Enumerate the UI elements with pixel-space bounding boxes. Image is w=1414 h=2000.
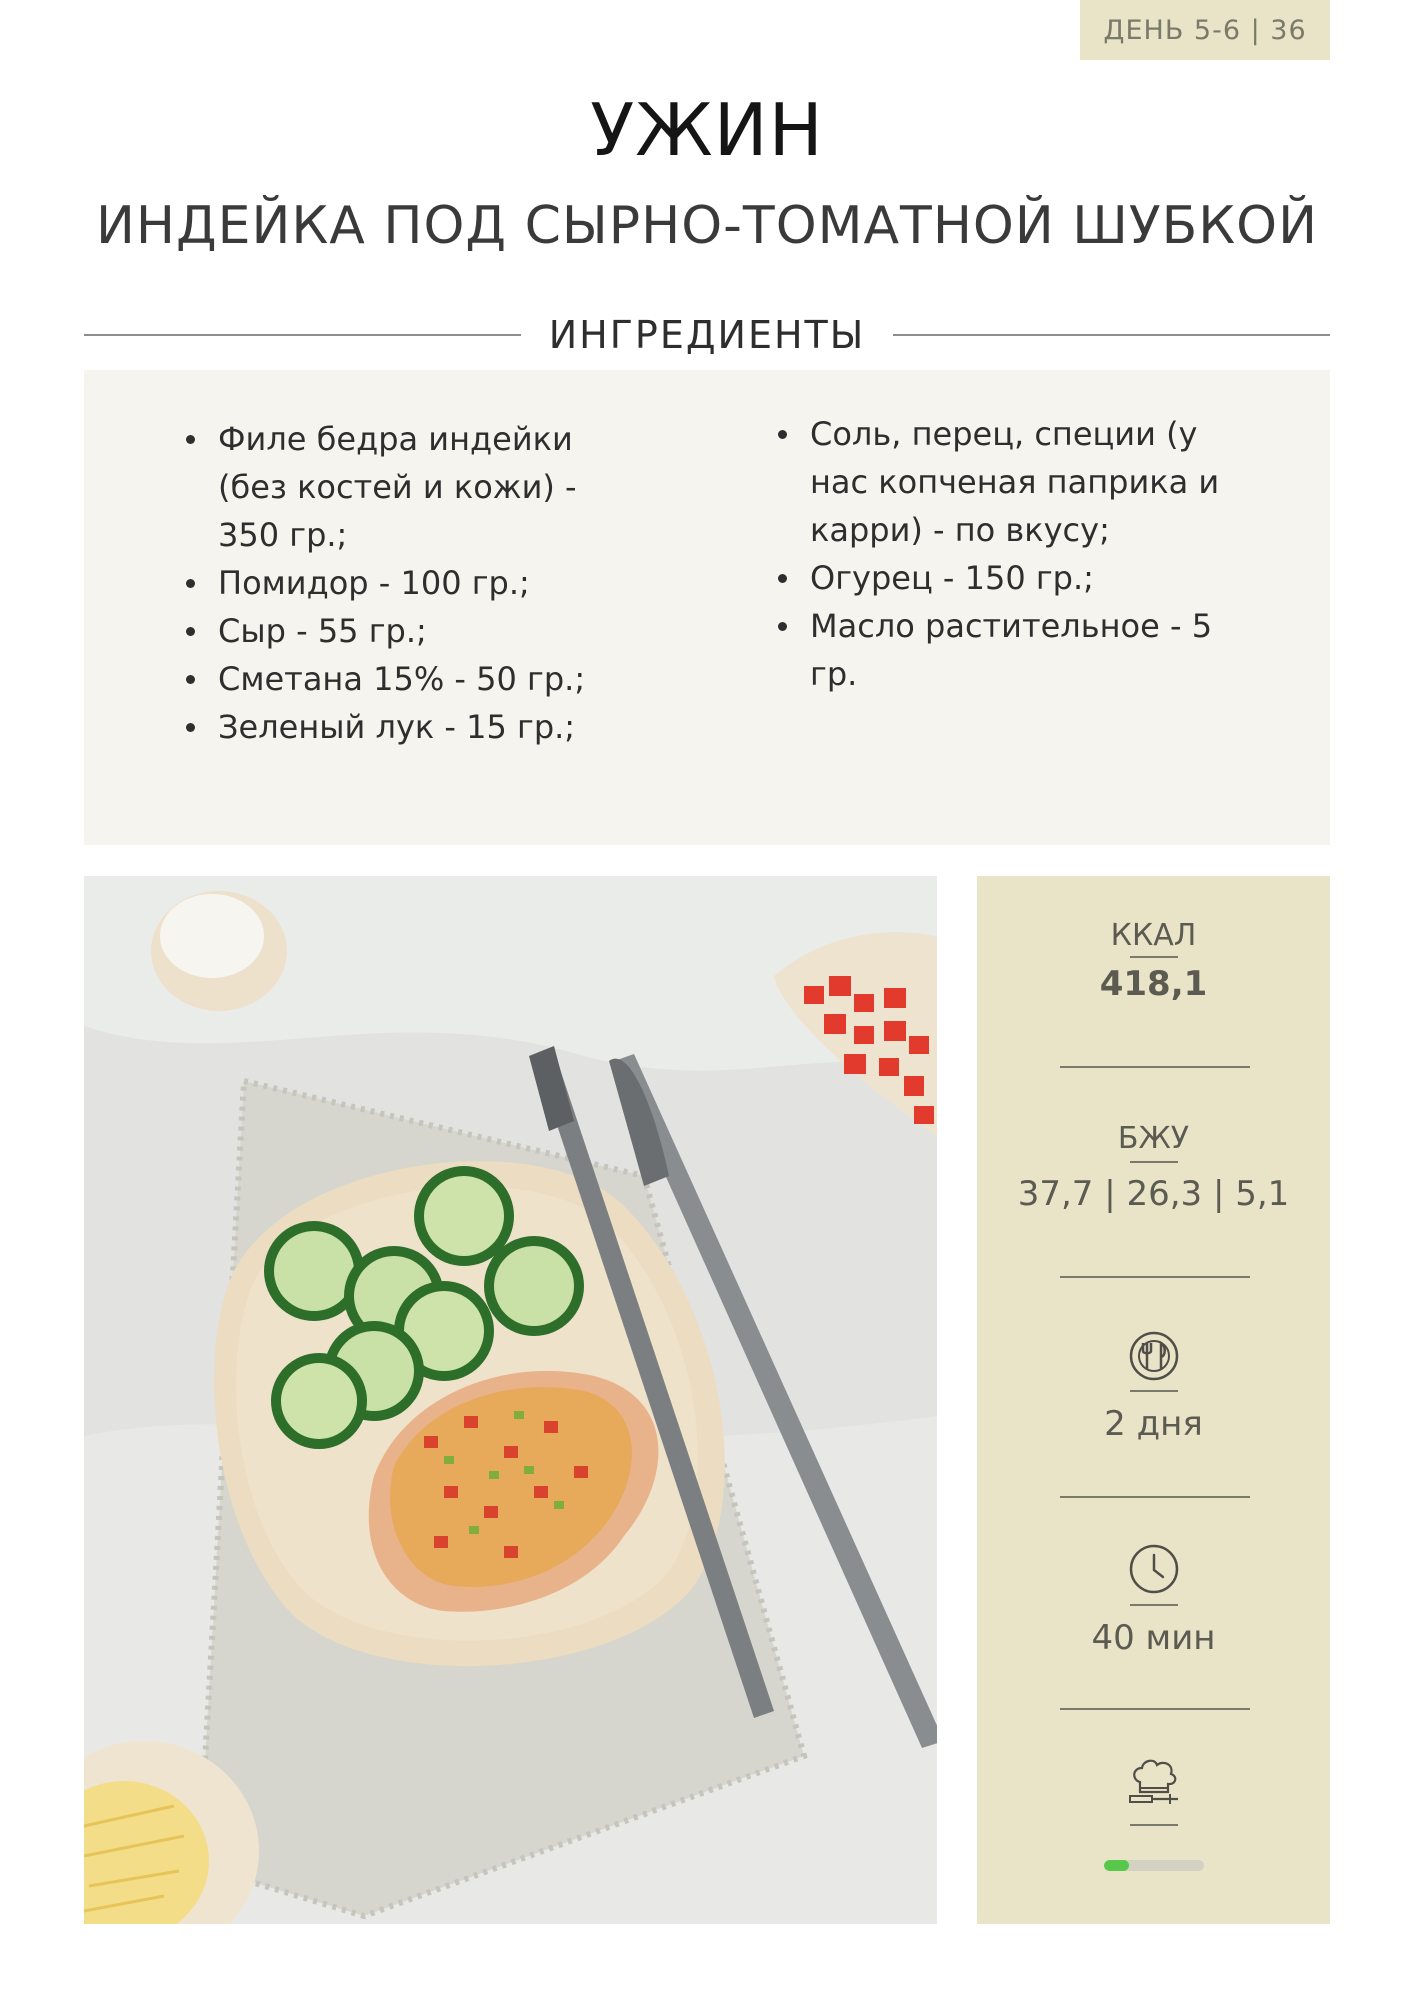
ingredients-heading-row	[84, 305, 1330, 365]
stats-separator	[1060, 1496, 1250, 1498]
difficulty-bar	[1104, 1860, 1204, 1871]
plate-cutlery-icon	[977, 1331, 1330, 1381]
servings-value: 2 дня	[1104, 1404, 1203, 1444]
difficulty-bar-fill	[1104, 1860, 1129, 1871]
ingredient-item: Сыр - 55 гр.;	[184, 607, 614, 655]
stats-separator	[1060, 1066, 1250, 1068]
time-value: 40 мин	[1091, 1618, 1216, 1658]
time-underline	[1130, 1604, 1178, 1606]
stats-separator	[1060, 1276, 1250, 1278]
food-photo-illustration	[84, 876, 937, 1924]
clock-svg	[1129, 1544, 1179, 1594]
chef-hat-icon	[977, 1756, 1330, 1812]
plate-cutlery-svg	[1129, 1331, 1179, 1381]
bju-label-underline	[1130, 1161, 1178, 1163]
ingredient-item: Соль, перец, специи (у нас копченая паприка и карри) - по вкусу;	[776, 410, 1246, 554]
dish-title: ИНДЕЙКА ПОД СЫРНО-ТОМАТНОЙ ШУБКОЙ	[96, 196, 1318, 256]
ingredients-list-right	[776, 410, 1246, 698]
ingredient-item: Помидор - 100 гр.;	[184, 559, 614, 607]
ingredients-panel	[84, 370, 1330, 845]
ingredient-item: Зеленый лук - 15 гр.;	[184, 703, 614, 751]
ingredient-item: Огурец - 150 гр.;	[776, 554, 1246, 602]
clock-icon	[977, 1544, 1330, 1594]
page-tag: ДЕНЬ 5-6 | 36	[1080, 0, 1330, 60]
servings-underline	[1130, 1390, 1178, 1392]
ingredients-list-left	[184, 415, 614, 751]
chef-hat-svg	[1126, 1756, 1182, 1812]
bju-value: 37,7 | 26,3 | 5,1	[1017, 1174, 1290, 1214]
divider-right	[893, 334, 1330, 336]
stats-panel	[977, 876, 1330, 1924]
bju-label: БЖУ	[1117, 1121, 1190, 1156]
ingredients-heading: ИНГРЕДИЕНТЫ	[548, 313, 866, 357]
ingredient-item: Масло растительное - 5 гр.	[776, 602, 1246, 698]
kcal-label-underline	[1130, 956, 1178, 958]
divider-left	[84, 334, 521, 336]
meal-title: УЖИН	[590, 88, 824, 172]
difficulty-underline	[1130, 1824, 1178, 1826]
ingredient-item: Филе бедра индейки (без костей и кожи) - 350 гр.;	[184, 415, 614, 559]
stats-separator	[1060, 1708, 1250, 1710]
kcal-value: 418,1	[1099, 964, 1208, 1004]
food-photo	[84, 876, 937, 1924]
kcal-label: ККАЛ	[1110, 918, 1197, 953]
ingredient-item: Сметана 15% - 50 гр.;	[184, 655, 614, 703]
